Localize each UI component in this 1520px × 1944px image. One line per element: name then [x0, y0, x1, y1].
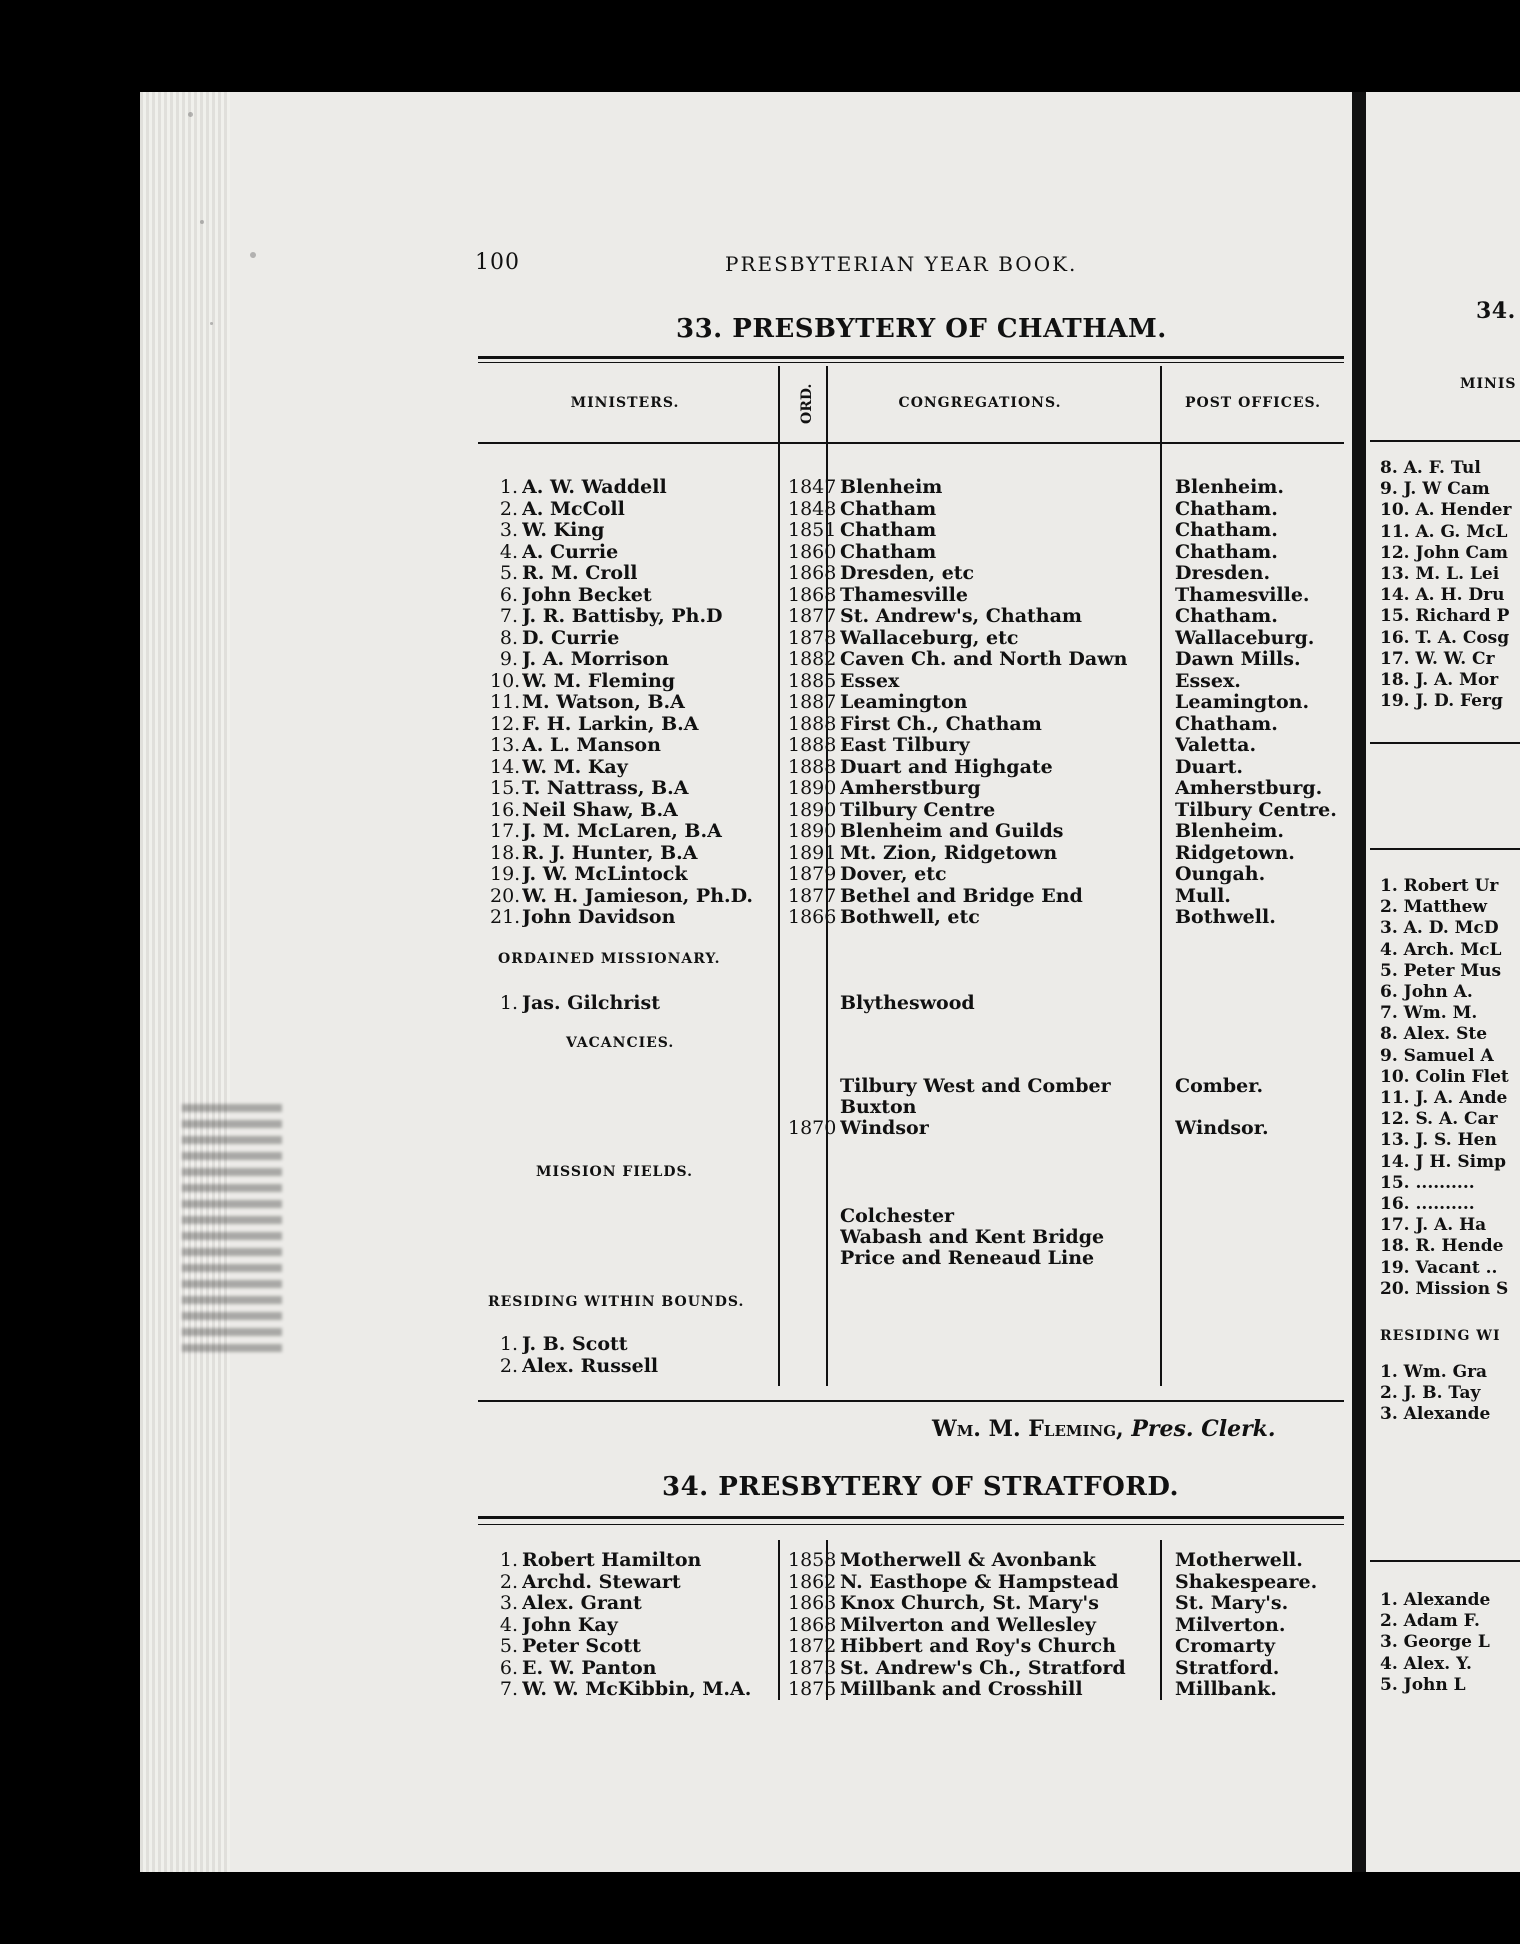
section-end-rule: [478, 1400, 1344, 1402]
speck: [188, 112, 193, 117]
post-office: Dawn Mills.: [1175, 648, 1301, 670]
congregation: Bethel and Bridge End: [840, 884, 1083, 907]
table-row: [490, 1247, 1350, 1269]
page-number: 100: [475, 250, 520, 275]
table-row: [490, 691, 1350, 713]
table-row: [490, 476, 1350, 498]
row-number: 3.: [499, 519, 518, 541]
minister-name: W. King: [522, 519, 605, 541]
minister-name: J. M. McLaren, B.A: [522, 820, 722, 842]
congregation: Blenheim: [840, 476, 943, 498]
minister-name: Peter Scott: [522, 1635, 641, 1657]
row-number: 4.: [499, 540, 518, 563]
double-rule-stratford: [478, 1516, 1344, 1519]
ordination-year: 1862: [788, 1570, 837, 1593]
row-number: 17.: [490, 820, 521, 842]
row-number: 2.: [499, 1570, 518, 1593]
post-office: Chatham.: [1175, 540, 1278, 563]
congregation: Blenheim and Guilds: [840, 820, 1064, 842]
ordination-year: 1890: [788, 820, 837, 842]
subhead-vacancies: VACANCIES.: [566, 1035, 675, 1051]
ordination-year: 1868: [788, 1613, 837, 1636]
minister-name: W. M. Kay: [522, 755, 628, 778]
row-number: 6.: [499, 583, 518, 606]
minister-name: Alex. Grant: [522, 1592, 642, 1614]
table-row: [490, 1657, 1350, 1679]
congregation: Chatham: [840, 540, 937, 563]
row-number: 5.: [499, 1635, 518, 1657]
clerk-name: Wm. M. Fleming,: [932, 1416, 1124, 1442]
right-list-item: 17. J. A. Ha: [1380, 1215, 1487, 1236]
right-list-item: 2. Matthew: [1380, 897, 1488, 918]
clerk-title: Pres. Clerk.: [1131, 1416, 1276, 1442]
minister-name: D. Currie: [522, 626, 620, 649]
minister-name: John Davidson: [522, 906, 676, 928]
ordination-year: 1891: [788, 841, 837, 864]
ordination-year: 1888: [788, 712, 837, 735]
table-row: [490, 562, 1350, 584]
right-list-item: 1. Robert Ur: [1380, 876, 1499, 896]
right-list-item: 19. Vacant ..: [1380, 1257, 1498, 1278]
minister-name: W. M. Fleming: [522, 669, 676, 692]
speck: [250, 252, 256, 258]
speck: [200, 220, 204, 224]
congregation: Leamington: [840, 691, 968, 713]
right-list-item: 8. A. F. Tul: [1380, 458, 1481, 478]
ordination-year: 1866: [788, 906, 837, 928]
post-office: Mull.: [1175, 884, 1231, 907]
table-row: [490, 627, 1350, 649]
running-head: [475, 250, 1115, 280]
right-list-item: 2. J. B. Tay: [1380, 1383, 1481, 1404]
congregation: Amherstburg: [840, 777, 981, 799]
table-row: [490, 1678, 1350, 1700]
table-row: [490, 519, 1350, 541]
ordination-year: 1887: [788, 691, 837, 713]
post-office: Blenheim.: [1175, 820, 1285, 842]
right-list-item: 20. Mission S: [1380, 1278, 1509, 1299]
row-number: 1.: [499, 476, 518, 498]
minister-name: John Kay: [522, 1613, 618, 1636]
row-number: 9.: [499, 648, 518, 670]
congregation: Bothwell, etc: [840, 906, 980, 928]
right-rule: [1370, 1560, 1520, 1562]
ordination-year: 1890: [788, 798, 837, 821]
ordination-year: 1885: [788, 669, 837, 692]
congregation: Essex: [840, 669, 900, 692]
table-row: [490, 1592, 1350, 1614]
table-row: [490, 820, 1350, 842]
minister-name: A. L. Manson: [522, 734, 661, 756]
ordination-year: 1878: [788, 626, 837, 649]
row-number: 12.: [490, 712, 521, 735]
congregation: Blytheswood: [840, 992, 975, 1014]
right-list-item: 18. R. Hende: [1380, 1236, 1504, 1257]
congregation: Motherwell & Avonbank: [840, 1549, 1096, 1571]
row-number: 2.: [499, 497, 518, 520]
ink-smudge: [182, 1102, 282, 1352]
col-head-ord: ORD.: [799, 383, 815, 424]
post-office: Wallaceburg.: [1175, 626, 1315, 649]
minister-name: J. B. Scott: [522, 1333, 628, 1355]
congregation: Dover, etc: [840, 863, 947, 885]
minister-name: E. W. Panton: [522, 1656, 657, 1679]
minister-name: M. Watson, B.A: [522, 691, 685, 713]
post-office: Duart.: [1175, 755, 1244, 778]
congregation: Price and Reneaud Line: [840, 1247, 1095, 1269]
congregation: Hibbert and Roy's Church: [840, 1635, 1117, 1657]
post-office: Millbank.: [1175, 1678, 1277, 1700]
minister-name: W. W. McKibbin, M.A.: [522, 1678, 752, 1700]
ordination-year: 1873: [788, 1656, 837, 1679]
congregation: N. Easthope & Hampstead: [840, 1570, 1119, 1593]
row-number: 10.: [490, 669, 521, 692]
subhead-mission-fields: MISSION FIELDS.: [536, 1164, 694, 1180]
table-row: [490, 541, 1350, 563]
right-list-item: 13. M. L. Lei: [1380, 564, 1500, 584]
right-list-item: 4. Arch. McL: [1380, 939, 1502, 960]
table-row: [490, 713, 1350, 735]
right-list-item: 3. Alexande: [1380, 1404, 1491, 1425]
minister-name: Robert Hamilton: [522, 1549, 702, 1571]
congregation: St. Andrew's Ch., Stratford: [840, 1656, 1126, 1679]
row-number: 14.: [490, 755, 521, 778]
right-list-item: 19. J. D. Ferg: [1380, 691, 1503, 712]
row-number: 16.: [490, 798, 521, 821]
congregation: Millbank and Crosshill: [840, 1678, 1083, 1700]
row-number: 7.: [499, 1678, 518, 1700]
table-row: [490, 1117, 1350, 1139]
post-office: Essex.: [1175, 669, 1241, 692]
post-office: Dresden.: [1175, 562, 1271, 584]
congregation: Milverton and Wellesley: [840, 1613, 1096, 1636]
table-row: [490, 842, 1350, 864]
ordination-year: 1858: [788, 1549, 837, 1571]
minister-name: T. Nattrass, B.A: [522, 777, 689, 799]
ordination-year: 1848: [788, 497, 837, 520]
ordination-year: 1868: [788, 583, 837, 606]
row-number: 3.: [499, 1592, 518, 1614]
table-row: [490, 1075, 1350, 1097]
congregation: Buxton: [840, 1096, 917, 1118]
minister-name: R. J. Hunter, B.A: [522, 841, 698, 864]
table-row: [490, 992, 1350, 1014]
row-number: 21.: [490, 906, 521, 928]
right-list-item: 14. J H. Simp: [1380, 1151, 1506, 1172]
minister-name: A. W. Waddell: [522, 476, 667, 498]
post-office: Chatham.: [1175, 712, 1278, 735]
header-underline: [478, 442, 1344, 444]
congregation: Chatham: [840, 497, 937, 520]
right-list-item: 10. Colin Flet: [1380, 1066, 1509, 1087]
ordination-year: 1879: [788, 863, 837, 885]
minister-name: W. H. Jamieson, Ph.D.: [522, 884, 754, 907]
ordination-year: 1872: [788, 1635, 837, 1657]
subhead-ordained-missionary: ORDAINED MISSIONARY.: [498, 951, 721, 967]
right-list-item: 3. A. D. McD: [1380, 918, 1499, 939]
congregation: Tilbury West and Comber: [840, 1075, 1111, 1097]
table-row: [490, 906, 1350, 928]
congregation: Thamesville: [840, 583, 968, 606]
table-row: [490, 1635, 1350, 1657]
row-number: 11.: [490, 691, 521, 713]
running-title: PRESBYTERIAN YEAR BOOK.: [725, 252, 1078, 276]
table-row: [490, 670, 1350, 692]
col-head-ministers: MINISTERS.: [570, 395, 680, 411]
right-list-item: 16. T. A. Cosg: [1380, 627, 1510, 648]
right-list-item: 11. J. A. Ande: [1380, 1088, 1508, 1108]
right-list-item: 3. George L: [1380, 1632, 1490, 1653]
table-row: [490, 863, 1350, 885]
congregation: Windsor: [840, 1117, 929, 1139]
row-number: 20.: [490, 884, 521, 907]
congregation: Duart and Highgate: [840, 755, 1053, 778]
table-row: [490, 1333, 1350, 1355]
congregation: Chatham: [840, 519, 937, 541]
right-rule: [1370, 848, 1520, 850]
right-list-item: 9. J. W Cam: [1380, 479, 1490, 500]
right-list-item: 16. ..........: [1380, 1194, 1475, 1214]
right-list-item: 5. Peter Mus: [1380, 960, 1502, 981]
right-rule: [1370, 742, 1520, 744]
congregation: Colchester: [840, 1205, 955, 1227]
right-list-item: 12. John Cam: [1380, 542, 1509, 563]
congregation: Caven Ch. and North Dawn: [840, 648, 1128, 670]
minister-name: R. M. Croll: [522, 562, 638, 584]
table-row: [490, 734, 1350, 756]
post-office: Chatham.: [1175, 519, 1278, 541]
right-list-item: 6. John A.: [1380, 982, 1473, 1002]
right-list-item: 14. A. H. Dru: [1380, 585, 1505, 606]
right-list-item: 1. Alexande: [1380, 1590, 1491, 1610]
minister-name: A. Currie: [522, 540, 619, 563]
minister-name: A. McColl: [522, 497, 625, 520]
speck: [210, 322, 213, 325]
right-list-item: 15. ..........: [1380, 1172, 1475, 1193]
right-list-item: 12. S. A. Car: [1380, 1109, 1498, 1130]
post-office: Thamesville.: [1175, 583, 1310, 606]
right-col-head: MINIS: [1460, 376, 1517, 392]
table-row: [490, 1096, 1350, 1118]
double-rule-top: [478, 356, 1344, 359]
congregation: Tilbury Centre: [840, 798, 996, 821]
table-row: [490, 756, 1350, 778]
right-list-item: 8. Alex. Ste: [1380, 1024, 1488, 1045]
col-head-post-offices: POST OFFICES.: [1184, 395, 1322, 411]
post-office: Blenheim.: [1175, 476, 1285, 498]
congregation: Dresden, etc: [840, 562, 975, 584]
minister-name: Jas. Gilchrist: [522, 992, 660, 1014]
row-number: 1.: [499, 1333, 518, 1355]
post-office: Chatham.: [1175, 605, 1278, 627]
rule-stratford-thin: [478, 1524, 1344, 1525]
row-number: 1.: [499, 1549, 518, 1571]
ordination-year: 1860: [788, 540, 837, 563]
right-page-head-num: 34.: [1476, 298, 1516, 324]
table-row: [490, 1355, 1350, 1377]
col-head-congregations: CONGREGATIONS.: [898, 395, 1062, 411]
congregation: Knox Church, St. Mary's: [840, 1592, 1099, 1614]
post-office: Windsor.: [1175, 1117, 1269, 1139]
congregation: Wallaceburg, etc: [840, 626, 1019, 649]
minister-name: Alex. Russell: [522, 1355, 659, 1377]
post-office: Oungah.: [1175, 863, 1266, 885]
right-list-item: 7. Wm. M.: [1380, 1003, 1478, 1024]
subhead-residing: RESIDING WITHIN BOUNDS.: [488, 1294, 745, 1310]
row-number: 15.: [490, 777, 521, 799]
presbytery-clerk: [932, 1416, 1276, 1442]
minister-name: Neil Shaw, B.A: [522, 798, 678, 821]
post-office: Amherstburg.: [1175, 777, 1323, 799]
right-list-item: 2. Adam F.: [1380, 1611, 1480, 1632]
table-row: [490, 1549, 1350, 1571]
page-edge-stack: [140, 92, 230, 1872]
minister-name: J. W. McLintock: [522, 863, 688, 885]
table-row: [490, 584, 1350, 606]
row-number: 13.: [490, 734, 521, 756]
ordination-year: 1851: [788, 519, 837, 541]
minister-name: J. R. Battisby, Ph.D: [522, 605, 723, 627]
row-number: 7.: [499, 605, 518, 627]
post-office: Shakespeare.: [1175, 1570, 1318, 1593]
minister-name: John Becket: [522, 583, 652, 606]
congregation: Mt. Zion, Ridgetown: [840, 841, 1058, 864]
right-list-item: 5. John L: [1380, 1674, 1466, 1695]
post-office: Comber.: [1175, 1075, 1264, 1097]
table-row: [490, 648, 1350, 670]
right-list-item: 15. Richard P: [1380, 606, 1510, 627]
post-office: Chatham.: [1175, 497, 1278, 520]
ordination-year: 1877: [788, 605, 837, 627]
congregation: East Tilbury: [840, 734, 970, 756]
table-row: [490, 885, 1350, 907]
post-office: Stratford.: [1175, 1656, 1280, 1679]
ordination-year: 1863: [788, 1592, 837, 1614]
ordination-year: 1870: [788, 1117, 837, 1139]
right-list-item: 11. A. G. McL: [1380, 521, 1508, 542]
row-number: 18.: [490, 841, 521, 864]
ordination-year: 1868: [788, 562, 837, 584]
post-office: Ridgetown.: [1175, 841, 1295, 864]
row-number: 1.: [499, 992, 518, 1014]
rule-top-thin: [478, 362, 1344, 363]
congregation: First Ch., Chatham: [840, 712, 1042, 735]
post-office: Valetta.: [1175, 734, 1257, 756]
right-list-item: 13. J. S. Hen: [1380, 1130, 1497, 1151]
post-office: Motherwell.: [1175, 1549, 1303, 1571]
table-row: [490, 1614, 1350, 1636]
ordination-year: 1847: [788, 476, 837, 498]
right-residing-label: RESIDING WI: [1380, 1328, 1501, 1344]
right-list-item: 10. A. Hender: [1380, 500, 1512, 521]
post-office: Milverton.: [1175, 1613, 1286, 1636]
minister-name: F. H. Larkin, B.A: [522, 712, 699, 735]
ordination-year: 1888: [788, 755, 837, 778]
row-number: 4.: [499, 1613, 518, 1636]
post-office: Cromarty: [1175, 1635, 1276, 1657]
post-office: Leamington.: [1175, 691, 1310, 713]
post-office: St. Mary's.: [1175, 1592, 1289, 1614]
row-number: 5.: [499, 562, 518, 584]
post-office: Tilbury Centre.: [1175, 798, 1337, 821]
table-row: [490, 498, 1350, 520]
post-office: Bothwell.: [1175, 906, 1276, 928]
ordination-year: 1882: [788, 648, 837, 670]
ordination-year: 1875: [788, 1678, 837, 1700]
table-row: [490, 777, 1350, 799]
right-list-item: 1. Wm. Gra: [1380, 1362, 1488, 1382]
right-list-item: 9. Samuel A: [1380, 1045, 1494, 1066]
row-number: 19.: [490, 863, 521, 885]
table-row: [490, 1571, 1350, 1593]
table-row: [490, 799, 1350, 821]
congregation: Wabash and Kent Bridge: [840, 1226, 1105, 1248]
table-row: [490, 605, 1350, 627]
section-title-chatham: 33. PRESBYTERY OF CHATHAM.: [676, 314, 1167, 344]
ordination-year: 1890: [788, 777, 837, 799]
section-title-stratford: 34. PRESBYTERY OF STRATFORD.: [662, 1472, 1180, 1502]
ordination-year: 1888: [788, 734, 837, 756]
table-row: [490, 1226, 1350, 1248]
right-rule: [1370, 440, 1520, 442]
right-list-item: 17. W. W. Cr: [1380, 648, 1495, 669]
row-number: 6.: [499, 1656, 518, 1679]
minister-name: J. A. Morrison: [522, 648, 669, 670]
table-row: [490, 1205, 1350, 1227]
row-number: 8.: [499, 626, 518, 649]
row-number: 2.: [499, 1355, 518, 1377]
minister-name: Archd. Stewart: [522, 1570, 681, 1593]
right-list-item: 4. Alex. Y.: [1380, 1653, 1472, 1674]
congregation: St. Andrew's, Chatham: [840, 605, 1083, 627]
ordination-year: 1877: [788, 884, 837, 907]
right-list-item: 18. J. A. Mor: [1380, 670, 1499, 690]
